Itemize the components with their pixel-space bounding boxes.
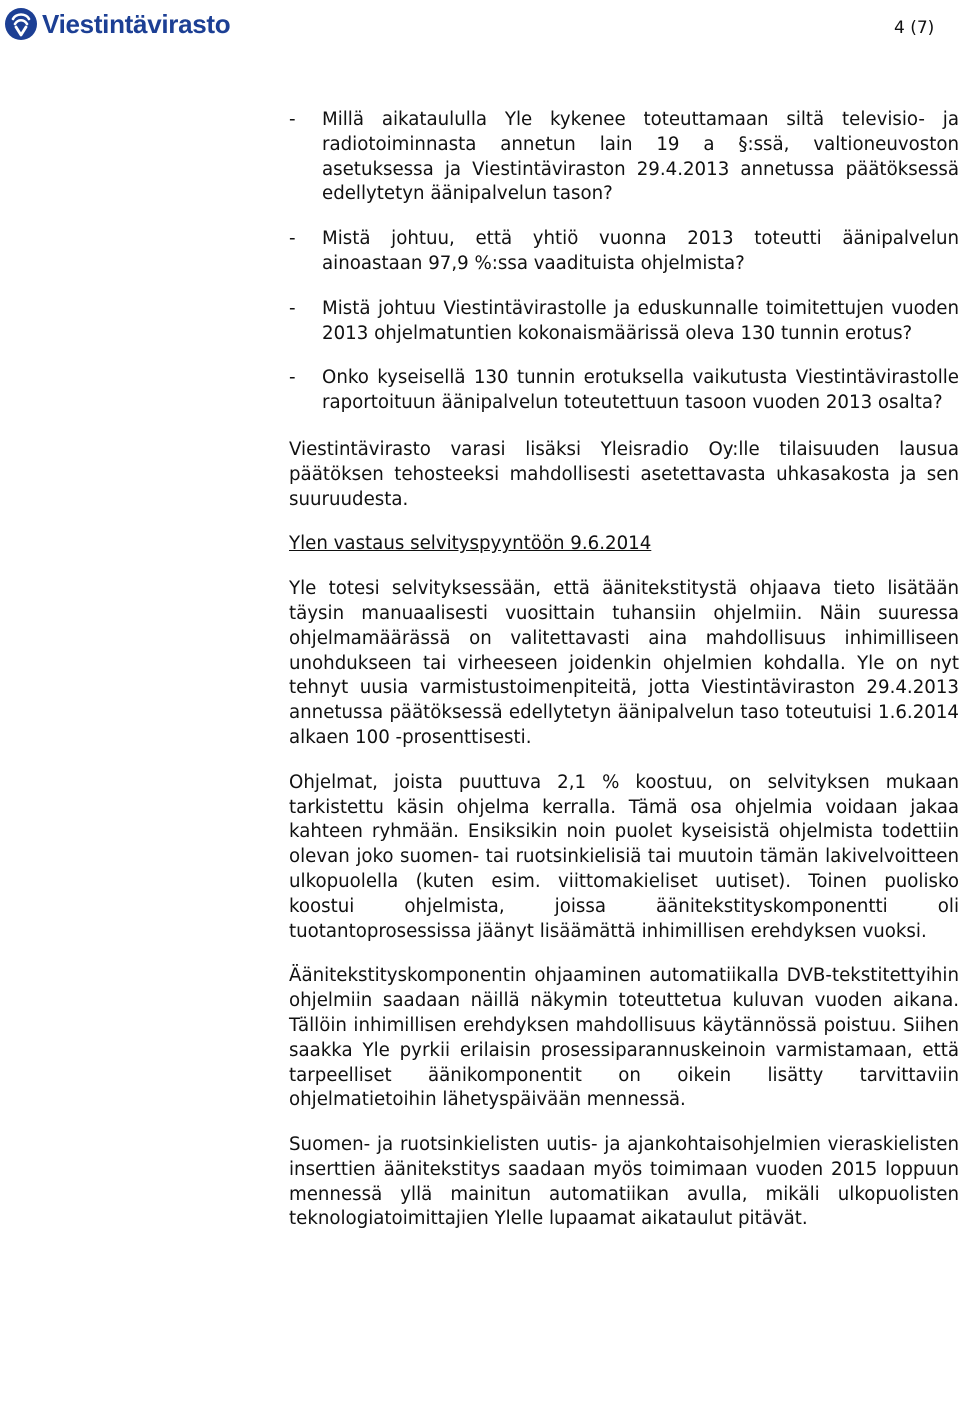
- paragraph-yle-response: Yle totesi selvityksessään, että äänitekstitystä ohjaava tieto lisätään täysin manuaalisesti vuosittain tuhansiin ohjelmiin. Näin suuressa ohjelmamäärässä on valitettavasti aina mahdollisuus inhimilliseen unohdukseen tai virheeseen joidenkin ohjelmien kohdalla. Yle on nyt tehnyt uusia varmistustoimenpiteitä, jotta Viestintäviraston 29.4.2013 annetussa päätöksessä edellytetyn äänipalvelun taso toteutuisi 1.6.2014 alkaen 100 -prosenttisesti.: [289, 578, 959, 748]
- question-item: - Onko kyseisellä 130 tunnin erotuksella vaikutusta Viestintävirastolle raportoituun äänipalvelun toteutettuun tasoon vuoden 2013 osalta?: [289, 366, 959, 416]
- paragraph-inserts: Suomen- ja ruotsinkielisten uutis- ja ajankohtaisohjelmien vieraskielisten inserttien äänitekstitys saadaan myös toimimaan vuoden 2015 loppuun mennessä yllä mainitun automatiikan avulla, mikäli ulkopuolisten teknologiatoimittajien Ylelle lupaamat aikataulut pitävät.: [289, 1134, 959, 1230]
- paragraph-missing-programs: Ohjelmat, joista puuttuva 2,1 % koostuu, on selvityksen mukaan tarkistettu käsin ohjelma kerralla. Tämä osa ohjelmia voidaan jakaa kahteen ryhmään. Ensiksikin noin puolet kyseisistä ohjelmista todettiin olevan joko suomen- tai ruotsinkielisiä tai muutoin tämän lakivelvoitteen ulkopuolella (kuten esim. viittomakieliset uutiset). Toinen puolisko koostui ohjelmista, joissa äänitekstityskomponentti oli tuotantoprosessissa jäänyt lisäämättä inhimillisen erehdyksen vuoksi.: [289, 771, 959, 942]
- document-body: [289, 108, 959, 1252]
- question-item: - Mistä johtuu Viestintävirastolle ja eduskunnalle toimitettujen vuoden 2013 ohjelmatuntien kokonaismäärissä oleva 130 tunnin erotus?: [289, 297, 959, 347]
- paragraph-sanction-hearing: Viestintävirasto varasi lisäksi Yleisradio Oy:lle tilaisuuden lausua päätöksen tehosteeksi mahdollisesti asetettavasta uhkasakosta ja sen suuruudesta.: [289, 438, 959, 510]
- question-item: - Millä aikataululla Yle kykenee toteuttamaan siltä televisio- ja radiotoiminnasta annetun lain 19 a §:ssä, valtioneuvoston asetuksessa ja Viestintäviraston 29.4.2013 annetussa päätöksessä edellytetyn äänipalvelun tason?: [289, 108, 959, 207]
- page-number: 4 (7): [894, 18, 935, 38]
- page-header: [0, 0, 960, 60]
- logo-emblem-icon: [4, 7, 38, 41]
- agency-logo: [4, 4, 230, 44]
- question-list: [289, 108, 959, 416]
- question-item: - Mistä johtuu, että yhtiö vuonna 2013 toteutti äänipalvelun ainoastaan 97,9 %:ssa vaadituista ohjelmista?: [289, 227, 959, 277]
- logo-wordmark: Viestintävirasto: [42, 8, 231, 39]
- paragraph-automation: Äänitekstityskomponentin ohjaaminen automatiikalla DVB-tekstitettyihin ohjelmiin saadaan näillä näkymin toteuttetua kuluvan vuoden aikana. Tällöin inhimillisen erehdyksen mahdollisuus käytännössä poistuu. Siihen saakka Yle pyrkii erilaisin prosessiparannuskeinoin varmistamaan, että tarpeelliset äänikomponentit on oikein lisätty tarvittaviin ohjelmatietoihin lähetyspäivään mennessä.: [289, 965, 959, 1111]
- section-heading: Ylen vastaus selvityspyyntöön 9.6.2014: [289, 533, 652, 555]
